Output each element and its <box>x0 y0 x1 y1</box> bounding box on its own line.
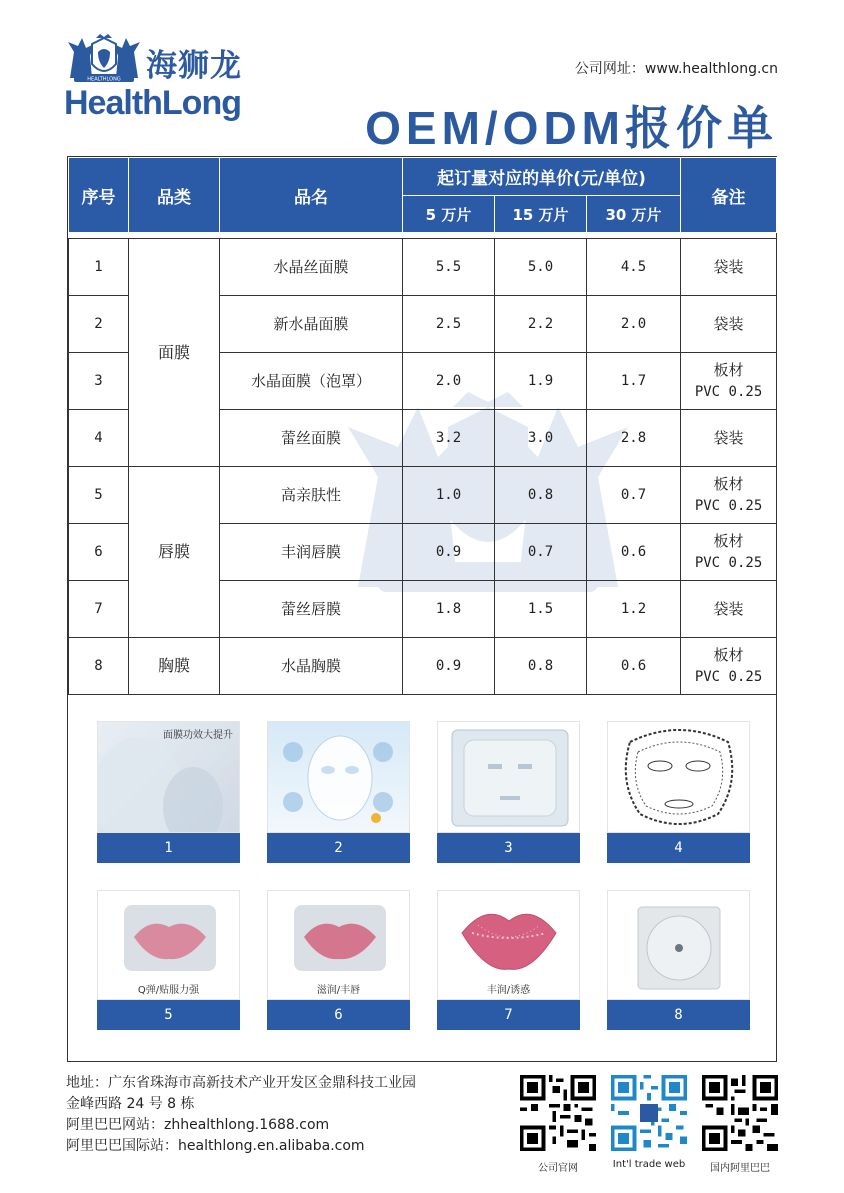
price-cell: 0.6 <box>587 524 681 581</box>
price-cell: 2.2 <box>495 296 587 353</box>
product-card[interactable] <box>97 890 240 1030</box>
product-name: 水晶丝面膜 <box>220 239 403 296</box>
price-cell: 0.6 <box>587 638 681 695</box>
price-cell: 1.0 <box>403 467 495 524</box>
product-image-chest-mask <box>607 890 750 1000</box>
header-seq: 序号 <box>69 158 129 233</box>
product-name: 蕾丝面膜 <box>220 410 403 467</box>
header-qty-150k: 15 万片 <box>495 196 587 233</box>
price-cell: 2.8 <box>587 410 681 467</box>
row-seq: 8 <box>69 638 129 695</box>
product-name: 高亲肤性 <box>220 467 403 524</box>
price-cell: 0.7 <box>495 524 587 581</box>
product-card[interactable] <box>267 890 410 1030</box>
row-seq: 3 <box>69 353 129 410</box>
product-number: 8 <box>607 1000 750 1030</box>
row-seq: 5 <box>69 467 129 524</box>
qr-code-icon <box>611 1075 687 1151</box>
price-cell: 5.0 <box>495 239 587 296</box>
brand-name-cn: 海狮龙 <box>146 48 242 84</box>
row-seq: 2 <box>69 296 129 353</box>
product-card[interactable] <box>97 721 240 863</box>
alibaba-intl-link[interactable]: 阿里巴巴国际站：healthlong.en.alibaba.com <box>66 1138 365 1154</box>
header-qty-50k: 5 万片 <box>403 196 495 233</box>
product-image-blister-mask <box>437 721 580 833</box>
qr-code-icon <box>702 1075 778 1151</box>
row-seq: 6 <box>69 524 129 581</box>
product-number: 5 <box>97 1000 240 1030</box>
qr-code-icon <box>520 1075 596 1151</box>
table-row <box>69 638 777 695</box>
price-cell: 3.2 <box>403 410 495 467</box>
product-number: 3 <box>437 833 580 863</box>
product-number: 1 <box>97 833 240 863</box>
address-line-2: 金峰西路 24 号 8 栋 <box>66 1096 195 1112</box>
price-cell: 1.7 <box>587 353 681 410</box>
product-card[interactable] <box>437 890 580 1030</box>
header-note: 备注 <box>681 158 777 233</box>
product-card[interactable] <box>267 721 410 863</box>
price-cell: 0.8 <box>495 467 587 524</box>
product-image-lace-mask <box>607 721 750 833</box>
qr-alibaba-domestic[interactable]: 国内阿里巴巴 <box>702 1075 778 1174</box>
qr-intl-trade[interactable]: Int'l trade web <box>611 1075 687 1170</box>
product-name: 水晶面膜（泡罩） <box>220 353 403 410</box>
table-row <box>69 467 777 524</box>
price-cell: 3.0 <box>495 410 587 467</box>
product-card[interactable] <box>607 890 750 1030</box>
note-cell: 袋装 <box>681 581 777 638</box>
price-cell: 2.0 <box>403 353 495 410</box>
note-cell: 板材 PVC 0.25 <box>681 467 777 524</box>
header-qty-300k: 30 万片 <box>587 196 681 233</box>
header-product-name: 品名 <box>220 158 403 233</box>
price-cell: 4.5 <box>587 239 681 296</box>
product-number: 2 <box>267 833 410 863</box>
price-cell: 0.9 <box>403 524 495 581</box>
lion-crest-icon <box>64 34 144 84</box>
qr-company-site[interactable]: 公司官网 <box>520 1075 596 1174</box>
contact-info <box>66 1073 506 1157</box>
price-cell: 1.8 <box>403 581 495 638</box>
brand-logo <box>62 30 252 125</box>
product-image-new-crystal-mask <box>267 721 410 833</box>
row-seq: 7 <box>69 581 129 638</box>
note-cell: 袋装 <box>681 239 777 296</box>
product-number: 6 <box>267 1000 410 1030</box>
price-cell: 0.9 <box>403 638 495 695</box>
price-cell: 0.8 <box>495 638 587 695</box>
price-cell: 2.0 <box>587 296 681 353</box>
price-cell: 1.5 <box>495 581 587 638</box>
product-image-lip-mask-moist: 滋润/丰唇 <box>267 890 410 1000</box>
product-name: 新水晶面膜 <box>220 296 403 353</box>
price-cell: 0.7 <box>587 467 681 524</box>
product-name: 蕾丝唇膜 <box>220 581 403 638</box>
product-number: 4 <box>607 833 750 863</box>
price-cell: 1.2 <box>587 581 681 638</box>
company-website[interactable]: 公司网址：www.healthlong.cn <box>574 61 778 77</box>
category-cell: 胸膜 <box>129 638 220 695</box>
category-cell: 面膜 <box>129 239 220 467</box>
product-card[interactable] <box>607 721 750 863</box>
table-row <box>69 239 777 296</box>
product-name: 水晶胸膜 <box>220 638 403 695</box>
category-cell: 唇膜 <box>129 467 220 638</box>
alibaba-cn-link[interactable]: 阿里巴巴网站：zhhealthlong.1688.com <box>66 1117 330 1133</box>
price-table <box>68 157 777 695</box>
header-category: 品类 <box>129 158 220 233</box>
product-image-crystal-silk-mask: 面膜功效大提升 <box>97 721 240 833</box>
product-image-lip-mask-elastic: Q弹/贴服力强 <box>97 890 240 1000</box>
product-image-lace-lip-mask: 丰润/诱惑 <box>437 890 580 1000</box>
note-cell: 板材 PVC 0.25 <box>681 524 777 581</box>
note-cell: 板材 PVC 0.25 <box>681 353 777 410</box>
address-line-1: 地址：广东省珠海市高新技术产业开发区金鼎科技工业园 <box>66 1075 416 1091</box>
product-number: 7 <box>437 1000 580 1030</box>
price-cell: 5.5 <box>403 239 495 296</box>
page-title: OEM/ODM报价单 <box>365 102 778 154</box>
header-price-group: 起订量对应的单价(元/单位) <box>403 158 681 196</box>
product-card[interactable] <box>437 721 580 863</box>
price-cell: 2.5 <box>403 296 495 353</box>
svg-text:HEALTHLONG: HEALTHLONG <box>87 76 121 83</box>
row-seq: 4 <box>69 410 129 467</box>
quote-frame <box>67 156 777 1062</box>
row-seq: 1 <box>69 239 129 296</box>
note-cell: 袋装 <box>681 410 777 467</box>
product-name: 丰润唇膜 <box>220 524 403 581</box>
price-cell: 1.9 <box>495 353 587 410</box>
brand-name-en: HealthLong <box>64 84 241 122</box>
note-cell: 板材 PVC 0.25 <box>681 638 777 695</box>
note-cell: 袋装 <box>681 296 777 353</box>
